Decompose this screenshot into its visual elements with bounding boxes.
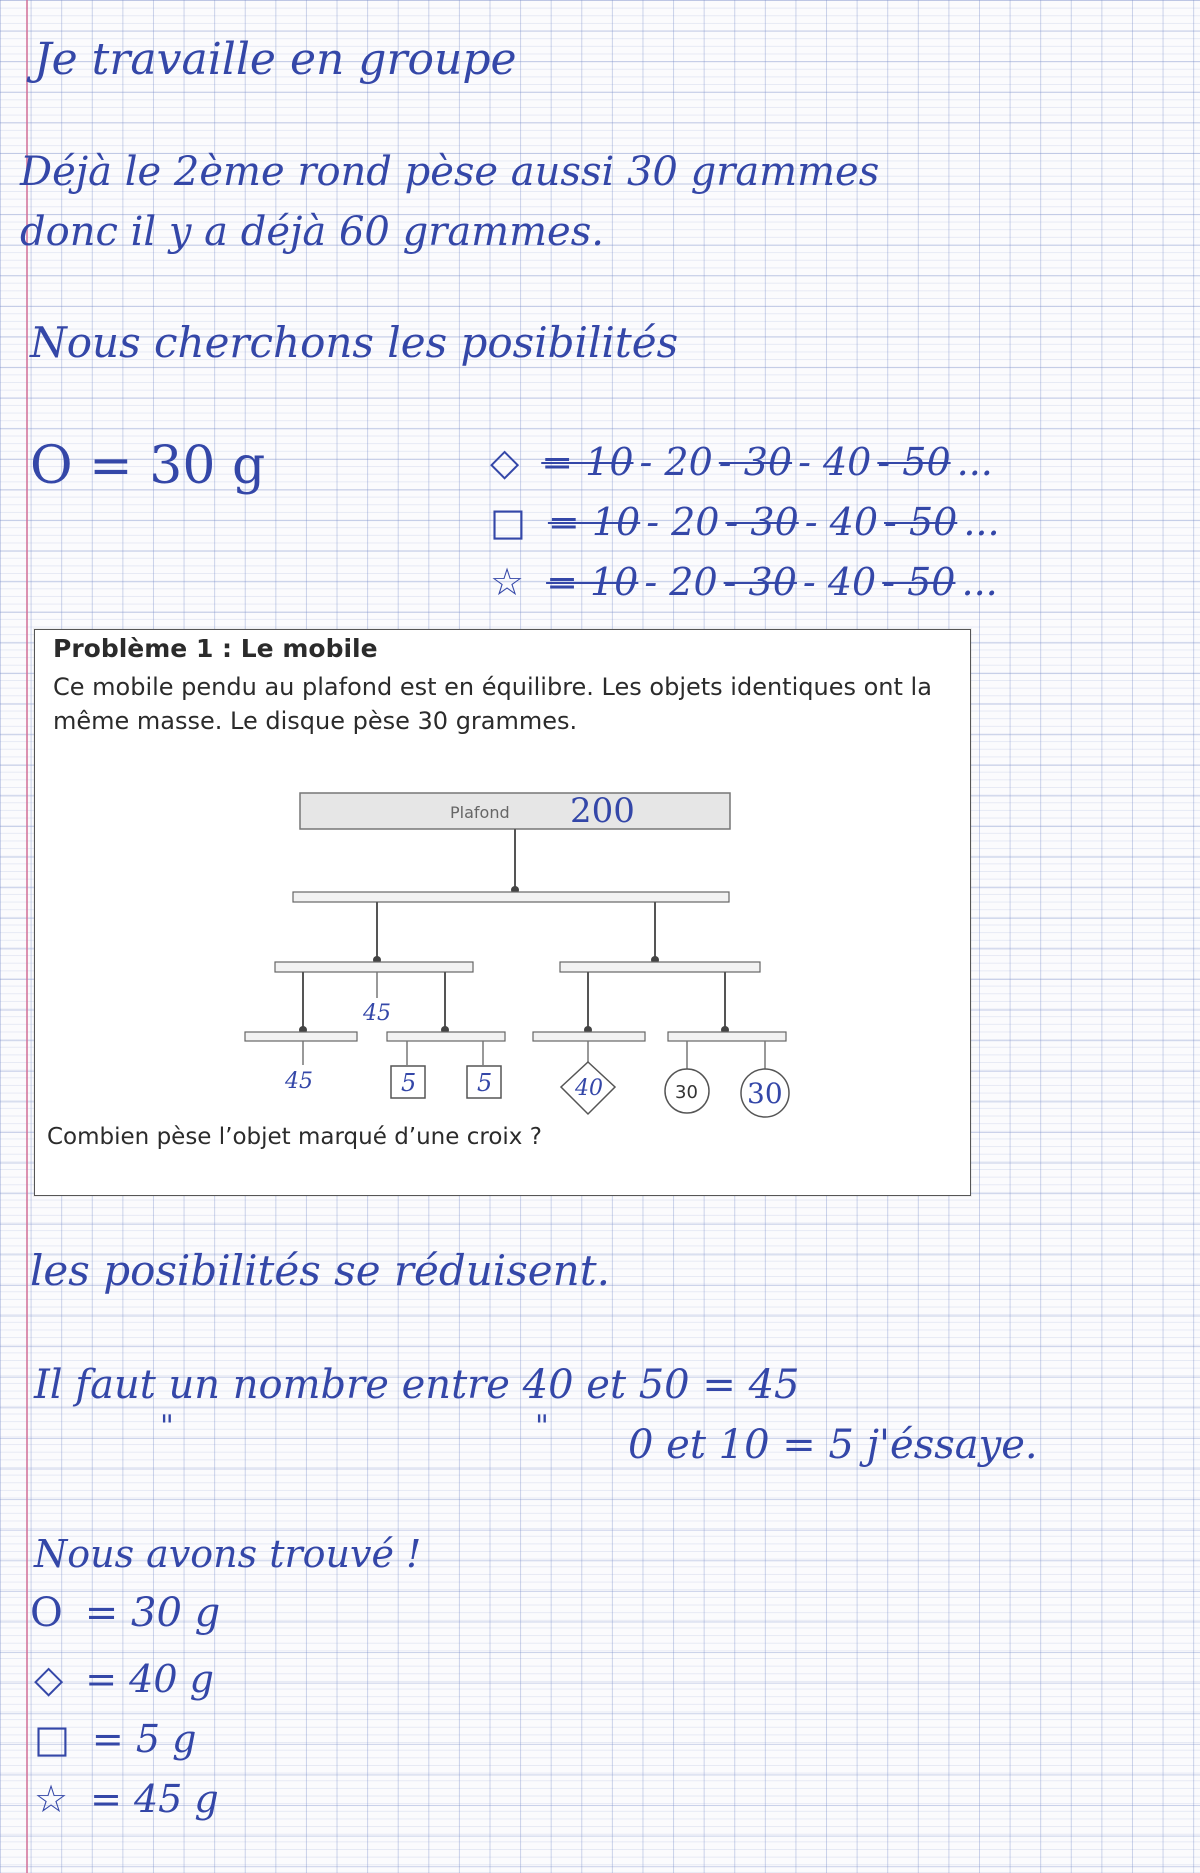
- value-crossed: - 50: [884, 500, 958, 544]
- value: - 40: [804, 500, 879, 544]
- diamond-icon: ◇: [490, 440, 520, 484]
- disk-equation: O = 30 g: [30, 436, 266, 496]
- diamond-icon: ◇: [34, 1657, 64, 1701]
- square-2-annotation: 5: [477, 1069, 493, 1097]
- right-beam: [560, 962, 760, 972]
- square-1-annotation: 5: [401, 1069, 417, 1097]
- result-row-disk: [30, 1590, 220, 1636]
- ditto-mark-1: ": [160, 1409, 174, 1444]
- value-crossed: - 30: [723, 560, 797, 604]
- right-left-beam: [533, 1032, 645, 1041]
- star-lower-annotation: 45: [285, 1069, 313, 1094]
- possibility-row-square: [490, 500, 1006, 544]
- search-line: Nous cherchons les posibilités: [30, 318, 679, 367]
- value: - 40: [798, 440, 872, 484]
- star-icon: ☆: [34, 1777, 69, 1821]
- ceiling-bar: [300, 793, 730, 829]
- problem-card: [34, 629, 971, 1196]
- value: ...: [956, 440, 993, 484]
- result-value: = 45 g: [90, 1777, 219, 1821]
- result-row-diamond: [34, 1657, 214, 1701]
- possibility-row-star: [490, 560, 1004, 604]
- need-line: Il faut un nombre entre 40 et 50 = 45: [34, 1362, 800, 1408]
- top-beam: [293, 892, 729, 902]
- notebook-margin-line: [26, 0, 28, 1873]
- result-value: = 30 g: [84, 1590, 221, 1636]
- value: - 20: [646, 500, 720, 544]
- diamond-annotation: 40: [575, 1076, 603, 1101]
- possibility-values: [548, 500, 1006, 544]
- intro-line-2: donc il y a déjà 60 grammes.: [20, 209, 604, 255]
- ceiling-label: Plafond: [450, 803, 510, 822]
- possibility-values: [546, 560, 1004, 604]
- result-row-star: [34, 1777, 219, 1821]
- value-crossed: - 30: [718, 440, 793, 484]
- left-left-beam: [245, 1032, 357, 1041]
- value: - 40: [802, 560, 877, 604]
- value: ...: [963, 500, 1000, 544]
- value-crossed: = 10: [546, 560, 639, 604]
- value-crossed: = 10: [547, 500, 641, 544]
- value: ...: [961, 560, 998, 604]
- possibility-row-diamond: [490, 440, 999, 484]
- heading-handwritten: Je travaille en groupe: [34, 34, 517, 85]
- reduce-line: les posibilités se réduisent.: [30, 1246, 610, 1295]
- ditto-mark-2: ": [535, 1409, 549, 1444]
- disk-1-label: 30: [675, 1082, 698, 1103]
- ceiling-note: 200: [570, 791, 635, 831]
- value: - 20: [644, 560, 718, 604]
- left-beam: [275, 962, 473, 972]
- star-upper-annotation: 45: [363, 1001, 391, 1026]
- value-crossed: - 30: [725, 500, 799, 544]
- result-row-square: [34, 1717, 196, 1761]
- square-icon: □: [34, 1717, 70, 1761]
- disk-icon: O: [30, 1590, 63, 1636]
- value-crossed: - 50: [877, 440, 951, 484]
- square-icon: □: [490, 500, 526, 544]
- left-right-beam: [387, 1032, 505, 1041]
- value: - 20: [639, 440, 713, 484]
- value-crossed: = 10: [541, 440, 634, 484]
- problem-text: Ce mobile pendu au plafond est en équilibre. Les objets identiques ont la même masse. Le disque pèse 30 grammes.: [53, 673, 932, 735]
- problem-question: Combien pèse l’objet marqué d’une croix ?: [47, 1124, 542, 1150]
- result-value: = 40 g: [85, 1657, 214, 1701]
- value-crossed: - 50: [882, 560, 956, 604]
- star-icon: ☆: [490, 560, 525, 604]
- right-right-beam: [668, 1032, 786, 1041]
- mobile-diagram: [35, 780, 970, 1180]
- possibility-values: [541, 440, 999, 484]
- result-value: = 5 g: [91, 1717, 197, 1761]
- intro-line-1: Déjà le 2ème rond pèse aussi 30 grammes: [20, 149, 880, 195]
- found-line: Nous avons trouvé !: [34, 1532, 422, 1576]
- need-line-2: 0 et 10 = 5 j'éssaye.: [628, 1422, 1038, 1468]
- problem-title: Problème 1 : Le mobile: [53, 634, 378, 663]
- disk-2-annotation: 30: [747, 1077, 783, 1110]
